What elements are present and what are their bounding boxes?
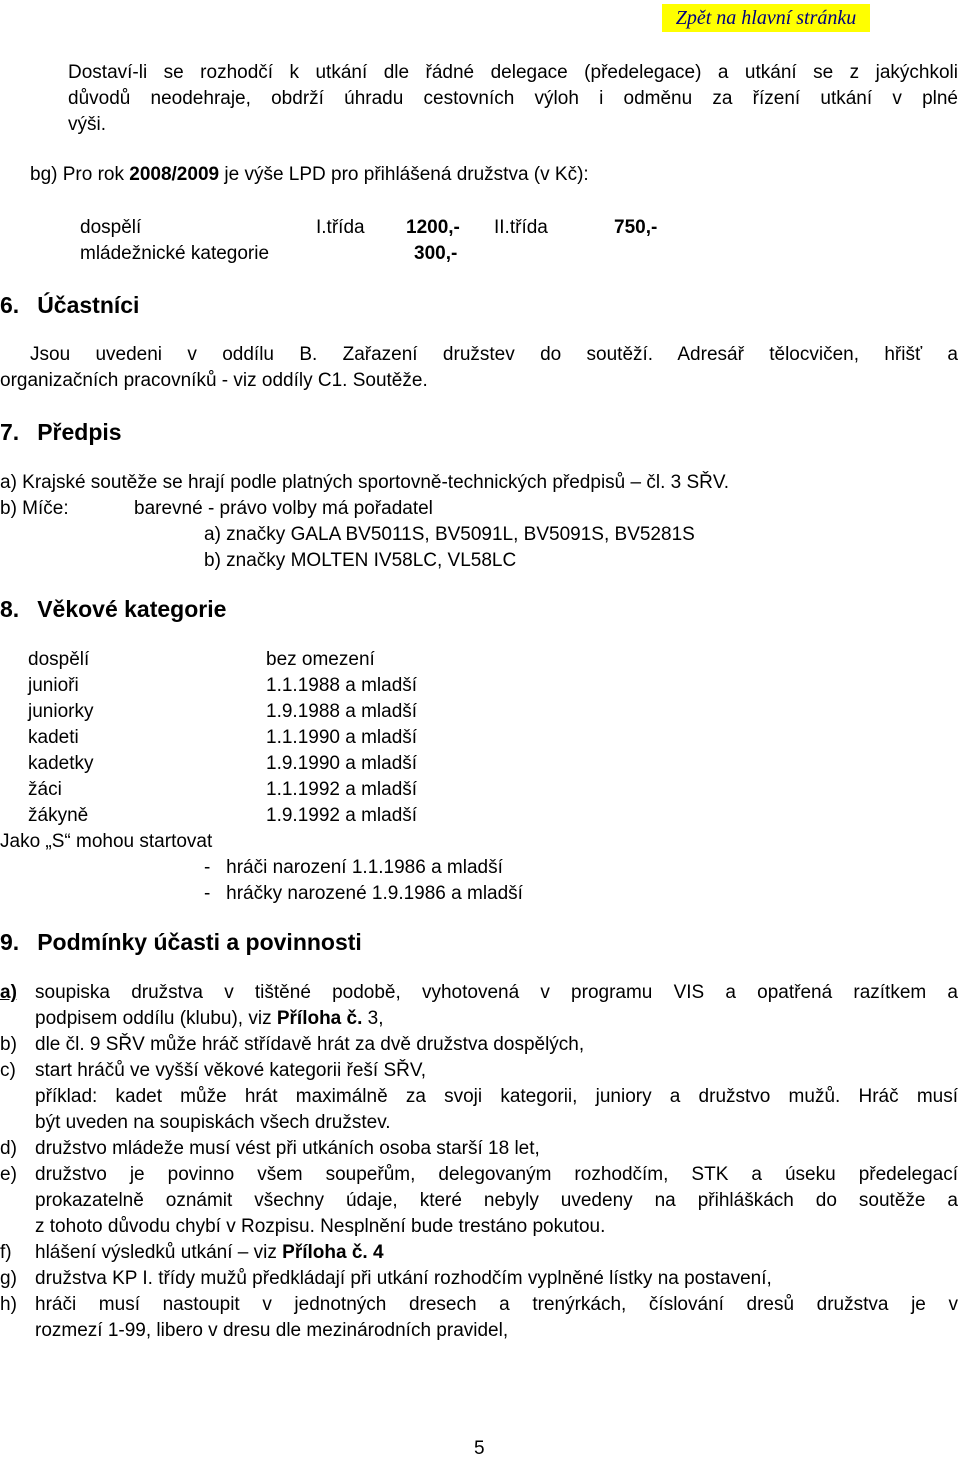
item-c-text: start hráčů ve vyšší věkové kategorii řeší SŘV, <box>35 1060 427 1081</box>
item-f-pre: hlášení výsledků utkání – viz <box>35 1242 283 1263</box>
s-player-rule: - hráčky narozené 1.9.1986 a mladší <box>204 883 523 904</box>
item-b-label: b) <box>0 1034 17 1055</box>
item-f-text <box>35 1240 384 1266</box>
age-category: junioři <box>28 675 79 696</box>
item-g-text: družstva KP I. třídy mužů předkládají při utkání rozhodčím vyplněné lístky na postavení, <box>35 1268 772 1289</box>
s-player-rule: - hráči narození 1.1.1986 a mladší <box>204 857 503 878</box>
bg-heading-year: 2008/2009 <box>129 164 220 185</box>
item-h-line-2: rozmezí 1-99, libero v dresu dle mezinárodních pravidel, <box>35 1320 509 1341</box>
fee-row-adult-class2: II.třída <box>494 217 548 238</box>
section-6-title: Účastníci <box>37 292 140 318</box>
item-a-line-2 <box>35 1006 384 1032</box>
age-category: žáci <box>28 779 62 800</box>
ball-brand-molten: b) značky MOLTEN IV58LC, VL58LC <box>204 550 517 571</box>
item-c-label: c) <box>0 1060 16 1081</box>
item-b-text: dle čl. 9 SŘV může hráč střídavě hrát za dvě družstva dospělých, <box>35 1034 585 1055</box>
age-category: kadeti <box>28 727 79 748</box>
item-c-line-3: být uveden na soupiskách všech družstev. <box>35 1112 391 1133</box>
fee-row-adult-class1: I.třída <box>316 217 365 238</box>
item-d-label: d) <box>0 1138 17 1159</box>
item-d-text: družstvo mládeže musí vést při utkáních osoba starší 18 let, <box>35 1138 540 1159</box>
item-a-text: podpisem oddílu (klubu), viz <box>35 1008 277 1029</box>
age-limit: bez omezení <box>266 649 375 670</box>
section-7-a: a) Krajské soutěže se hrají podle platných sportovně-technických předpisů – čl. 3 SŘV. <box>0 472 730 493</box>
age-limit: 1.1.1992 a mladší <box>266 779 418 800</box>
item-e-line-2: prokazatelně oznámit všechny údaje, které nebyly uvedeny na přihláškách do soutěže a <box>35 1190 958 1211</box>
age-category: juniorky <box>28 701 94 722</box>
fee-row-adult-amount2: 750,- <box>614 217 658 238</box>
section-8-title: Věkové kategorie <box>37 596 227 622</box>
item-c-line-2: příklad: kadet může hrát maximálně za svoji kategorii, juniory a družstvo mužů. Hráč musí <box>35 1086 958 1107</box>
fee-row-youth-amount: 300,- <box>414 243 458 264</box>
page-number: 5 <box>474 1438 485 1459</box>
section-6-heading <box>0 292 139 318</box>
item-a-tail: 3, <box>362 1008 384 1029</box>
fee-row-youth-category: mládežnické kategorie <box>80 243 270 264</box>
age-category: žákyně <box>28 805 89 826</box>
age-category: dospělí <box>28 649 90 670</box>
item-a-line-1: soupiska družstva v tištěné podobě, vyhotovená v programu VIS a opatřená razítkem a <box>35 982 958 1003</box>
item-a-label: a) <box>0 982 17 1003</box>
section-6-line-1: Jsou uvedeni v oddílu B. Zařazení družstev do soutěží. Adresář tělocvičen, hřišť a <box>30 344 958 365</box>
item-g-label: g) <box>0 1268 17 1289</box>
bg-heading-a: bg) Pro rok <box>30 164 130 185</box>
section-6-number: 6. <box>0 292 20 318</box>
fee-row-adult-amount1: 1200,- <box>406 217 460 238</box>
intro-line-2: důvodů neodehraje, obdrží úhradu cestovních výloh i odměnu za řízení utkání v plné <box>68 88 958 109</box>
bg-heading <box>30 162 589 188</box>
age-limit: 1.9.1990 a mladší <box>266 753 418 774</box>
age-limit: 1.1.1988 a mladší <box>266 675 418 696</box>
item-e-line-1: družstvo je povinno všem soupeřům, delegovaným rozhodčím, STK a úseku předelegací <box>35 1164 958 1185</box>
item-f-label: f) <box>0 1242 12 1263</box>
item-h-label: h) <box>0 1294 17 1315</box>
attachment-3-ref: Příloha č. <box>276 1008 363 1029</box>
back-to-main-page-link[interactable]: Zpět na hlavní stránku <box>662 4 870 32</box>
section-8-number: 8. <box>0 596 20 622</box>
section-7-title: Předpis <box>37 419 122 445</box>
fee-row-adult-category: dospělí <box>80 217 142 238</box>
section-9-title: Podmínky účasti a povinnosti <box>37 929 362 955</box>
section-9-number: 9. <box>0 929 20 955</box>
bg-heading-b: je výše LPD pro přihlášená družstva (v Kč): <box>219 164 589 185</box>
s-player-note: Jako „S“ mohou startovat <box>0 831 213 852</box>
attachment-4-ref: Příloha č. 4 <box>282 1242 384 1263</box>
age-limit: 1.1.1990 a mladší <box>266 727 418 748</box>
intro-line-1: Dostaví-li se rozhodčí k utkání dle řádné delegace (předelegace) a utkání se z jakýchkoli <box>68 62 958 83</box>
section-7-b-label: b) Míče: <box>0 498 69 519</box>
section-9-heading <box>0 929 362 955</box>
item-h-line-1: hráči musí nastoupit v jednotných dresech a trenýrkách, číslování dresů družstva je v <box>35 1294 958 1315</box>
item-e-line-3: z tohoto důvodu chybí v Rozpisu. Nesplnění bude trestáno pokutou. <box>35 1216 606 1237</box>
section-8-heading <box>0 596 226 622</box>
section-7-heading <box>0 419 122 445</box>
section-7-number: 7. <box>0 419 20 445</box>
intro-line-3: výši. <box>68 114 106 135</box>
item-e-label: e) <box>0 1164 17 1185</box>
section-7-b-text: barevné - právo volby má pořadatel <box>134 498 433 519</box>
age-limit: 1.9.1988 a mladší <box>266 701 418 722</box>
age-category: kadetky <box>28 753 94 774</box>
section-6-line-2: organizačních pracovníků - viz oddíly C1. Soutěže. <box>0 370 428 391</box>
age-limit: 1.9.1992 a mladší <box>266 805 418 826</box>
ball-brand-gala: a) značky GALA BV5011S, BV5091L, BV5091S, BV5281S <box>204 524 695 545</box>
